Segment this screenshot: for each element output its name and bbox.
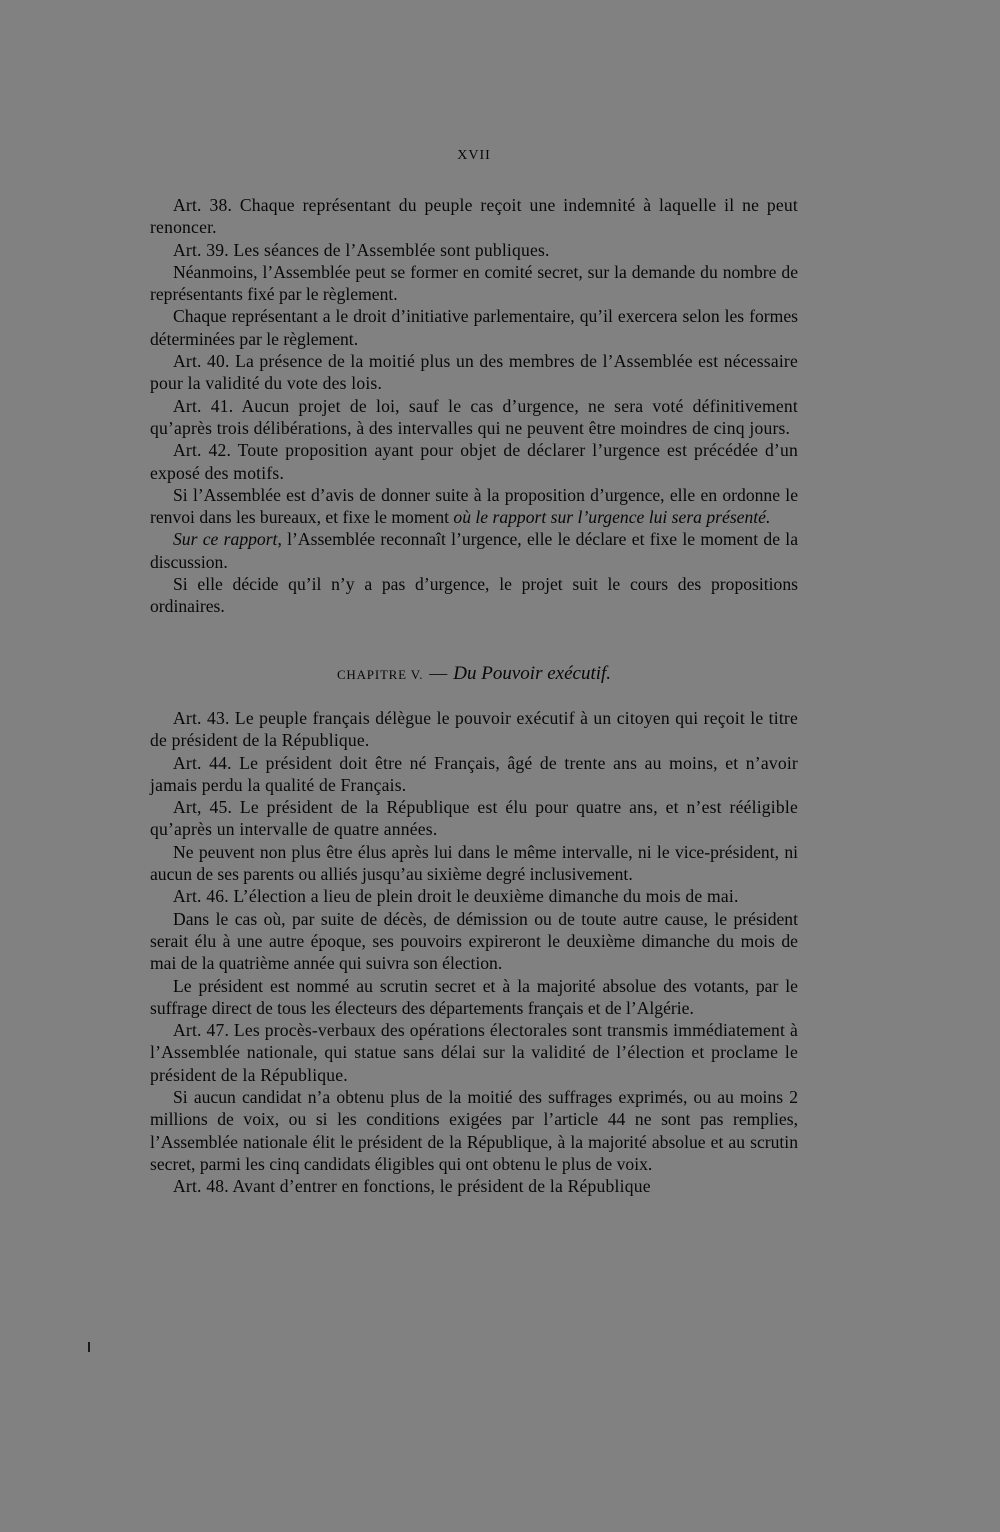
paragraph-text: Si l’Assemblée est d’avis de donner suite à la proposition d’urgence, elle en ordonne le renvoi dans les bureaux, et fixe le moment [150,484,798,528]
article-39: Art. 39. Les séances de l’Assemblée sont publiques. [173,239,550,260]
article-42: Art. 42. Toute proposition ayant pour objet de déclarer l’urgence est précédée d’un exposé des motifs. [150,440,798,483]
chapter-dash: — [429,662,448,683]
article-40: Art. 40. La présence de la moitié plus un des membres de l’Assemblée est nécessaire pour la validité du vote des lois. [150,351,798,394]
book-page [150,145,798,1197]
article-47-paragraph-2: Si aucun candidat n’a obtenu plus de la moitié des suffrages exprimés, ou au moins 2 millions de voix, ou si les conditions exigées par l’article 44 ne sont pas remplies, l’Assemblée nationale élit le président de la République, à la majorité absolue et au scrutin secret, parmi les cinq candidats éligibles qui ont obtenu le plus de voix. [150,1086,798,1174]
italic-text: où le rapport sur l’urgence lui sera présenté. [453,507,771,528]
article-39-paragraph-2: Néanmoins, l’Assemblée peut se former en comité secret, sur la demande du nombre de représentants fixé par le règlement. [150,261,798,305]
article-41: Art. 41. Aucun projet de loi, sauf le cas d’urgence, ne sera voté définitivement qu’après trois délibérations, à des intervalles qui ne peuvent être moindres de cinq jours. [150,395,798,438]
paragraph-text: , l’Assemblée reconnaît l’urgence, elle le déclare et fixe le moment de la discussion. [150,529,799,572]
article-46-paragraph-3: Le président est nommé au scrutin secret et à la majorité absolue des votants, par le suffrage direct de tous les électeurs des départements français et de l’Algérie. [150,975,798,1018]
article-42-paragraph-3 [150,528,798,573]
running-head: XVII [457,148,491,163]
article-38: Art. 38. Chaque représentant du peuple reçoit une indemnité à laquelle il ne peut renoncer. [150,195,798,238]
article-46: Art. 46. L’élection a lieu de plein droit le deuxième dimanche du mois de mai. [173,886,739,907]
article-47: Art. 47. Les procès-verbaux des opérations électorales sont transmis immédiatement à l’Assemblée nationale, qui statue sans délai sur la validité de l’élection et proclame le président de la République. [150,1020,798,1085]
chapter-heading [150,662,798,686]
article-43: Art. 43. Le peuple français délègue le pouvoir exécutif à un citoyen qui reçoit le titre de président de la République. [150,707,798,751]
margin-mark [88,1342,90,1352]
article-44: Art. 44. Le président doit être né Français, âgé de trente ans au moins, et n’avoir jamais perdu la qualité de Français. [150,752,798,795]
article-42-paragraph-2 [150,484,798,529]
article-45: Art, 45. Le président de la République est élu pour quatre ans, et n’est rééligible qu’après un intervalle de quatre années. [150,797,798,840]
article-48: Art. 48. Avant d’entrer en fonctions, le président de la République [173,1176,651,1197]
article-39-paragraph-3: Chaque représentant a le droit d’initiative parlementaire, qu’il exercera selon les formes déterminées par le règlement. [150,306,798,349]
chapter-title: Du Pouvoir exécutif. [453,662,612,684]
articles-section-1 [150,194,798,618]
chapter-label: CHAPITRE V. [336,666,424,682]
italic-text: Sur ce rapport [173,529,278,550]
article-46-paragraph-2: Dans le cas où, par suite de décès, de démission ou de toute autre cause, le président serait élu à une autre époque, ses pouvoirs expireront le deuxième dimanche du mois de mai de la quatrième année qui suivra son élection. [150,908,798,974]
article-42-paragraph-4: Si elle décide qu’il n’y a pas d’urgence, le projet suit le cours des propositions ordinaires. [150,574,798,617]
articles-section-2 [150,707,798,1198]
article-45-paragraph-2: Ne peuvent non plus être élus après lui dans le même intervalle, ni le vice-président, ni aucun de ses parents ou alliés jusqu’au sixième degré inclusivement. [150,841,798,885]
